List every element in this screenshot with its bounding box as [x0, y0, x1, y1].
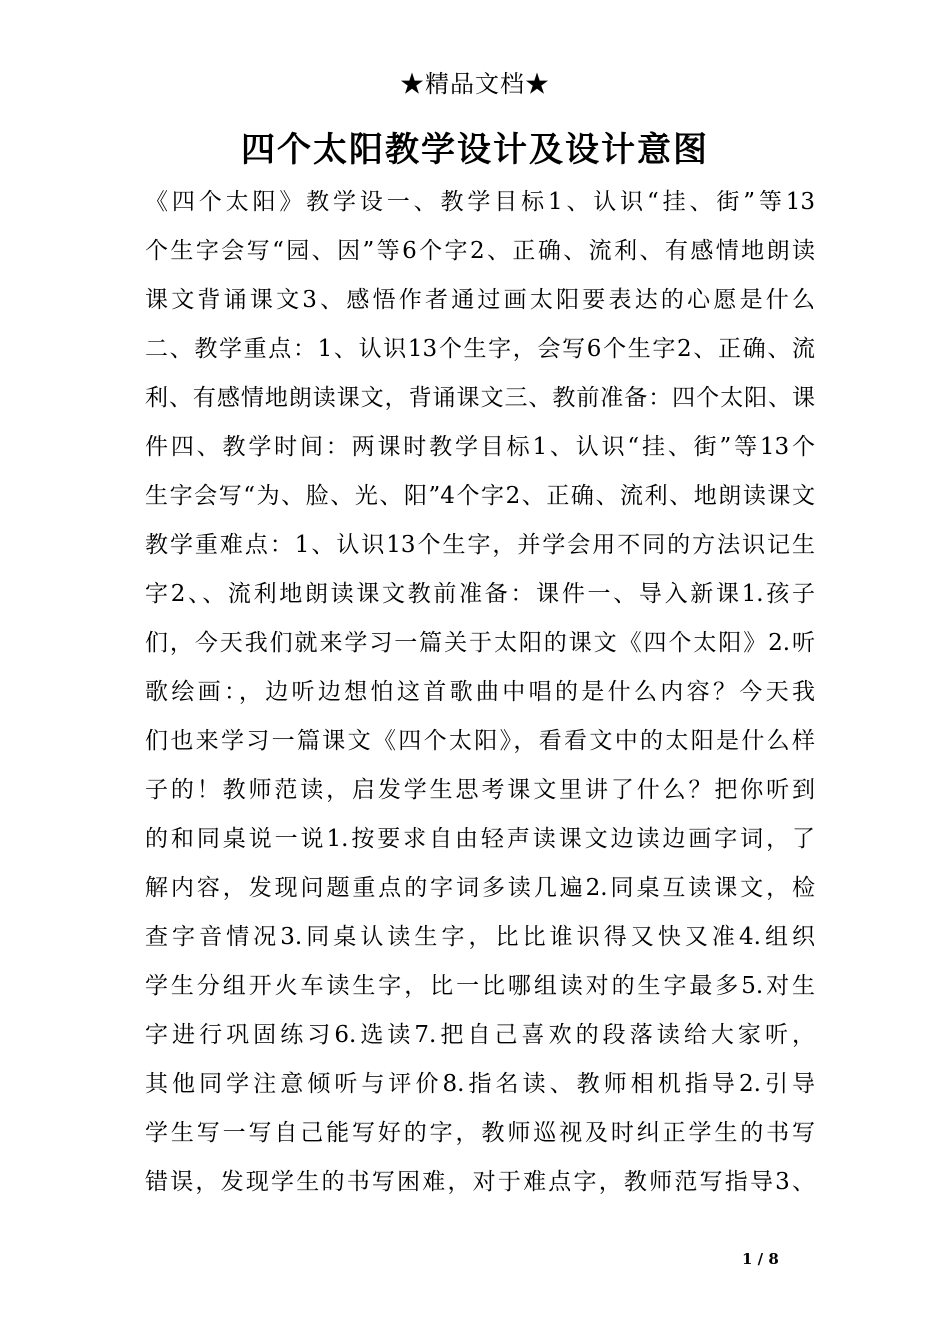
text-line: 学生写一写自己能写好的字，教师巡视及时纠正学生的书写	[145, 1120, 815, 1146]
text-line: 教学重难点：1、认识13个生字，并学会用不同的方法识记生	[145, 532, 815, 558]
text-line: 课文背诵课文3、感悟作者通过画太阳要表达的心愿是什么	[145, 287, 815, 313]
text-line: 查字音情况3.同桌认读生字，比比谁识得又快又准4.组织	[145, 924, 815, 950]
text-line: 错误，发现学生的书写困难，对于难点字，教师范写指导3、	[145, 1169, 815, 1195]
text-line: 字2、、流利地朗读课文教前准备：课件一、导入新课1.孩子	[145, 581, 815, 607]
text-line: 生字会写“为、脸、光、阳”4个字2、正确、流利、地朗读课文	[145, 483, 815, 509]
text-line: 二、教学重点：1、认识13个生字，会写6个生字2、正确、流	[145, 336, 815, 362]
page-number: 1 / 8	[742, 1250, 779, 1268]
text-line: 件四、教学时间：两课时教学目标1、认识“挂、街”等13个	[145, 434, 815, 460]
document-title: 四个太阳教学设计及设计意图	[241, 130, 709, 170]
text-line: 其他同学注意倾听与评价8.指名读、教师相机指导2.引导	[145, 1071, 815, 1097]
text-line: 们，今天我们就来学习一篇关于太阳的课文《四个太阳》2.听	[145, 630, 815, 656]
text-line: 个生字会写“园、因”等6个字2、正确、流利、有感情地朗读	[145, 238, 815, 264]
text-line: 利、有感情地朗读课文，背诵课文三、教前准备：四个太阳、课	[145, 385, 815, 411]
text-line: 的和同桌说一说1.按要求自由轻声读课文边读边画字词，了	[145, 826, 815, 852]
text-line: 学生分组开火车读生字，比一比哪组读对的生字最多5.对生	[145, 973, 815, 999]
text-line: 解内容，发现问题重点的字词多读几遍2.同桌互读课文，检	[145, 875, 815, 901]
text-line: 们也来学习一篇课文《四个太阳》，看看文中的太阳是什么样	[145, 728, 815, 754]
text-line: 《四个太阳》教学设一、教学目标1、认识“挂、街”等13	[145, 189, 815, 215]
text-line: 子的！教师范读，启发学生思考课文里讲了什么？把你听到	[145, 777, 815, 803]
body-text	[145, 178, 815, 1207]
page-header: ★精品文档★	[400, 70, 550, 98]
text-line: 字进行巩固练习6.选读7.把自己喜欢的段落读给大家听，	[145, 1022, 815, 1048]
text-line: 歌绘画：，边听边想怕这首歌曲中唱的是什么内容？今天我	[145, 679, 815, 705]
